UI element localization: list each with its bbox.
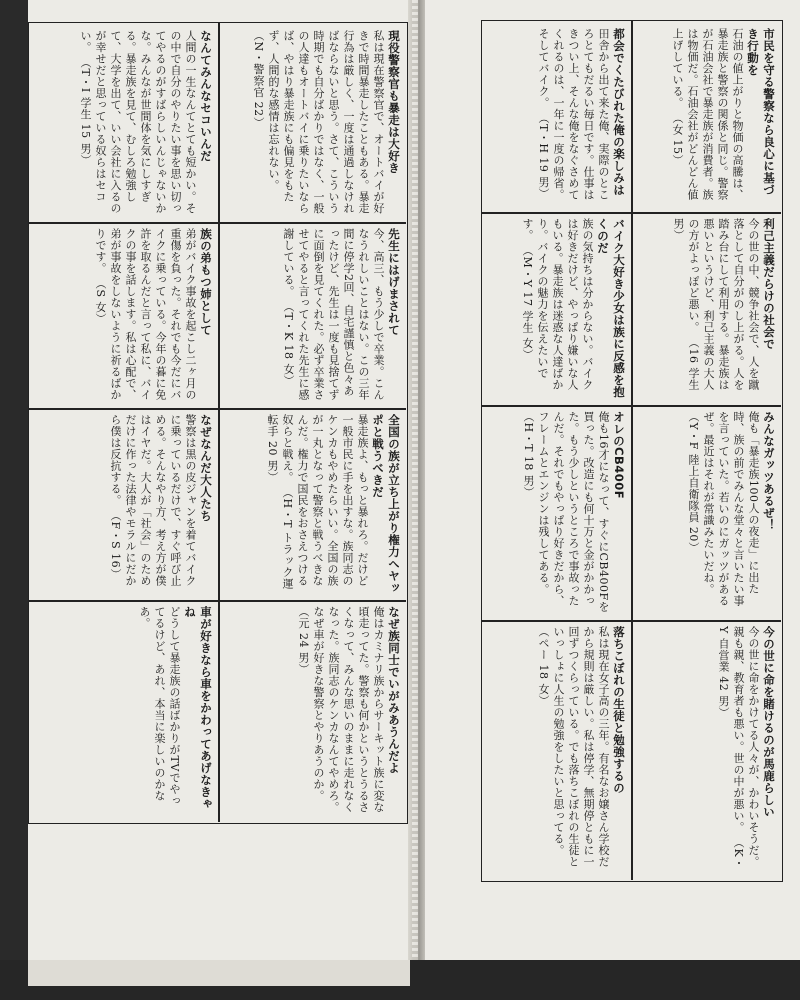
cell-signature: （16 学生 男） bbox=[672, 218, 700, 391]
right-cell-egoism bbox=[637, 218, 777, 399]
left-cell-police bbox=[224, 30, 402, 216]
cell-body: 私は現在女子高の三年。有名なお嬢さん学校だから規則は厳しい。私は停学、無期停ともに一回ずつくらっている。でも落ちこぼれの生徒といっしょに人生の勉強をしたいと思ってる。 bbox=[552, 626, 610, 868]
right-cell-police-conscience bbox=[637, 28, 777, 206]
left-row-divider-3 bbox=[28, 600, 406, 602]
cell-headline: オレのCB400F bbox=[612, 411, 626, 500]
cell-body: 今の世に命をかけてる人々が、かわいそうだ。親も親、教育者も悪い。世の中が悪い。 bbox=[732, 626, 760, 868]
cell-signature: （F・S 16） bbox=[109, 510, 122, 580]
cell-headline: 族の弟もつ姉として bbox=[199, 228, 213, 336]
left-cell-nationwide bbox=[224, 414, 402, 594]
right-cell-bike-girl bbox=[485, 218, 627, 399]
cell-headline: 利己主義だらけの社会で bbox=[762, 218, 776, 350]
cell-body: 警察は黒の皮ジャンを着てバイクに乗っているだけで、すぐ呼び止める。そんなやり方、考え方が僕はイヤだ。大人が「社会」のためだけに作った法律やモラルにだから僕は反抗する。 bbox=[109, 414, 197, 587]
left-cell-adults bbox=[32, 414, 214, 594]
cell-body: 族の気持ちは分からない。バイクは好きだけど、やっぱり嫌いな人もいる。暴走族は迷惑な人達ばかり。バイクの魅力を伝えたいです。 bbox=[521, 218, 594, 391]
left-cell-cars bbox=[32, 606, 214, 816]
cell-signature: （Y・F 陸上自衛隊員 20） bbox=[687, 411, 700, 554]
page-bottom-edge bbox=[28, 960, 410, 986]
cell-headline: 先生にはげまされて bbox=[387, 228, 401, 336]
right-cell-city-tired bbox=[485, 28, 627, 206]
right-cell-society bbox=[637, 626, 777, 874]
cell-body: 弟がバイク事故を起こし二ヶ月の重傷を負った。それでも今だにバイクに乗っている。今年の暮に免許を取るんだと言って私に、バイクの事を話します。私は心配で、弟が事故をしないように祈るばかりです。 bbox=[94, 228, 197, 401]
cell-signature: （K・Y 自営業 42 男） bbox=[717, 626, 745, 869]
cell-signature: （T・I 学生 15 男） bbox=[79, 57, 92, 166]
cell-headline: 市民を守る警察なら良心に基づき行動を bbox=[746, 28, 776, 196]
cell-signature: （H・T トラック運転手 20 男） bbox=[266, 414, 294, 590]
left-page bbox=[28, 0, 411, 960]
left-cell-seko bbox=[32, 30, 214, 216]
right-cell-cb400f bbox=[485, 411, 627, 614]
cell-body: 人間の一生なんてとても短かい。その中で自分のやりたい事を思い切ってやるのがすばらしいんじゃないかな。みんなが世間体を気にしすぎる。暴走族を見て、むしろ勉強して、大学を出て、いい会社に入るのが幸せだと思っている奴らはセコい。 bbox=[79, 30, 197, 214]
cell-headline: みんなガッツあるぜ！ bbox=[762, 411, 776, 531]
left-cell-sister bbox=[32, 228, 214, 402]
cell-body: 私は現在警察官で、オートバイが好きで時間暴走したこともある。暴走行為は厳しく、一度は通過しなければならないと思う。さて、こういう時期でも自分ばかりではなく、一般の人達もオートバイに乗りたいならば、やはり暴走族にも偏見をもたず、人間的な感情は忘れない。 bbox=[267, 30, 385, 214]
cell-headline: 現役警察官も暴走は大好き bbox=[387, 30, 401, 174]
left-cell-rivals bbox=[224, 606, 402, 816]
cell-headline: 今の世に命を賭けるのが馬鹿らしい bbox=[762, 626, 776, 818]
cell-headline: 車が好きなら車をかわってあげなきゃね bbox=[183, 606, 213, 810]
cell-signature: （ペー 18 女） bbox=[537, 626, 550, 707]
cell-signature: （N・警察官 22） bbox=[252, 30, 265, 129]
cell-headline: バイク大好き少女は族に反感を抱くのだ bbox=[596, 218, 626, 398]
cell-headline: なぜなんだ大人たち bbox=[199, 414, 213, 522]
cell-signature: （元 24 男） bbox=[297, 606, 310, 675]
cell-body: どうして暴走族の話ばかりがTVでやってるけど、あれ、本当に楽しいのかなあ。 bbox=[138, 606, 181, 807]
right-col-divider-1 bbox=[631, 20, 633, 880]
cell-signature: （T・H 19 男） bbox=[537, 112, 550, 200]
cell-headline: 落ちこぼれの生徒と勉強するの bbox=[612, 626, 626, 794]
left-row-divider-1 bbox=[28, 222, 406, 224]
cell-body: 暴走族よ、もっと暴れろ。だけど一般市民に手を出すな。族同志のケンカもやめたらいい。全国の族が一丸となって警察と戦うべきなんだ。権力で国民をおさえつける奴らと戦え。 bbox=[281, 414, 369, 587]
left-col-divider-1 bbox=[218, 22, 220, 822]
cell-signature: （M・Y 17 学生 女） bbox=[521, 245, 534, 361]
cell-body: 俺も「暴走族100人の夜走」に出た時、族の前でみんな堂々と言いたい事を言っていた。若いのにガッツがあるぜ。最近はそれが常識みたいだね。 bbox=[702, 411, 760, 607]
cell-signature: （女 15） bbox=[671, 112, 684, 166]
cell-body: 俺はカミナリ族からサーキット族に変な頃走ってた。警察も何かというとうるさくなって、みんな思いのままに走れなくなった。族同志のケンカなんてやめろ。なぜ車が好きな警察とやりあうのか。 bbox=[312, 606, 385, 813]
cell-headline: なんてみんなセコいんだ bbox=[199, 30, 213, 162]
cell-body: 今の世の中、競争社会で、人を蹴落として自分がのし上がる。人を踏み台にして利用する。暴走族は悪いというけど、利己主義の大人の方がよっぽど悪い。 bbox=[687, 218, 760, 391]
cell-signature: （H・T 18 男） bbox=[522, 411, 535, 498]
cell-body: 石油の値上がりと物価の高騰は、暴走族と警察の関係と同じ。警察が石油会社で暴走族が消費者。族は物価だ。石油会社がどんどん値上げしている。 bbox=[671, 28, 744, 201]
cell-headline: 全国の族が立ち上がり権力へヤッポと戦うべきだ bbox=[371, 414, 401, 594]
cell-headline: 都会でくたびれた俺の楽しみは bbox=[612, 28, 626, 196]
cell-signature: （S 女） bbox=[94, 278, 107, 325]
cell-signature: （T・K 18 女） bbox=[282, 301, 295, 387]
left-row-divider-2 bbox=[28, 408, 406, 410]
right-page bbox=[425, 0, 800, 960]
cell-headline: なぜ族同士でいがみあうんだよ bbox=[387, 606, 401, 774]
right-cell-guts bbox=[637, 411, 777, 614]
cell-body: 俺も16才になって、すぐにCB400Fを買った。改造にも何十万と金がかかった。もう少しというところで事故ったんだ。それでもやっぱり好きだから、フレームとエンジンは残してある。 bbox=[537, 411, 610, 613]
left-cell-teacher bbox=[224, 228, 402, 402]
cell-body: 今、高三、もう少しで卒業。こんなうれしいことはない。この三年間に停学2回、自宅謹慎と色々あったけど、先生は一度も見捨てずに面倒を見てくれた。必ず卒業させてやると言ってくれた先生に感謝している。 bbox=[282, 228, 385, 401]
right-cell-dropout bbox=[485, 626, 627, 874]
torn-binding-edge bbox=[412, 0, 418, 1000]
cell-body: 田舎から出て来た俺、実際のところとてもだるい毎日です。仕事はきつい上、そんな俺をなぐさめてくれるのは、一年に一度の帰省。そしてバイク。 bbox=[537, 28, 610, 201]
